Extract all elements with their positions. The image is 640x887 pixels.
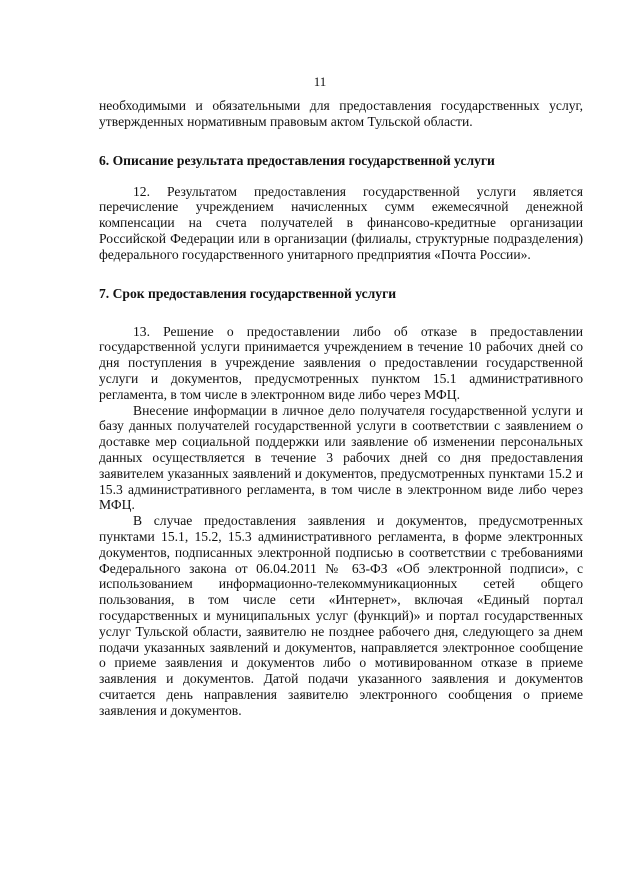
document-body [99,98,583,719]
paragraph-info-entry: Внесение информации в личное дело получателя государственной услуги и базу данных получателей государственной услуги в соответствии с заявлением о доставке мер социальной поддержки или заявление об изменении персональных данных осуществляется в течение 3 рабочих дней со дня предоставления заявителем указанных заявлений и документов, предусмотренных пунктами 15.2 и 15.3 административного регламента, в том числе в электронном виде либо через МФЦ. [99,402,583,513]
page-number: 11 [313,74,327,89]
paragraph-12: 12. Результатом предоставления государственной услуги является перечисление учреждением начисленных сумм ежемесячной денежной компенсации на счета получателей в финансово-кредитные организации Российской Федерации или в организации (филиалы, структурные подразделения) федерального государственного унитарного предприятия «Почта России». [99,183,583,262]
paragraph-electronic-submission: В случае предоставления заявления и документов, предусмотренных пунктами 15.1, 15.2, 15.3 административного регламента, в форме электронных документов, подписанных электронной подписью в соответствии с требованиями Федерального закона от 06.04.2011 № 63-ФЗ «Об электронной подписи», с использованием информационно-телекоммуникационных сетей общего пользования, в том числе сети «Интернет», включая «Единый портал государственных и муниципальных услуг (функций)» и портал государственных услуг Тульской области, заявителю не позднее рабочего дня, следующего за днем подачи указанных заявлений и документов, направляется электронное сообщение о приеме заявления и документов либо о мотивированном отказе в приеме заявления и документов. Датой подачи указанного заявления и документов считается день направления заявителю электронного сообщения о приеме заявления и документов. [99,513,583,718]
section-7-heading: 7. Срок предоставления государственной услуги [99,285,397,301]
section-6-heading: 6. Описание результата предоставления государственной услуги [99,152,495,168]
paragraph-13: 13. Решение о предоставлении либо об отказе в предоставлении государственной услуги принимается учреждением в течение 10 рабочих дней со дня поступления в учреждение заявления о предоставлении государственной услуги и документов, предусмотренных пунктом 15.1 административного регламента, в том числе в электронном виде либо через МФЦ. [99,323,583,402]
intro-paragraph: необходимыми и обязательными для предоставления государственных услуг, утвержденных нормативным правовым актом Тульской области. [99,98,583,129]
